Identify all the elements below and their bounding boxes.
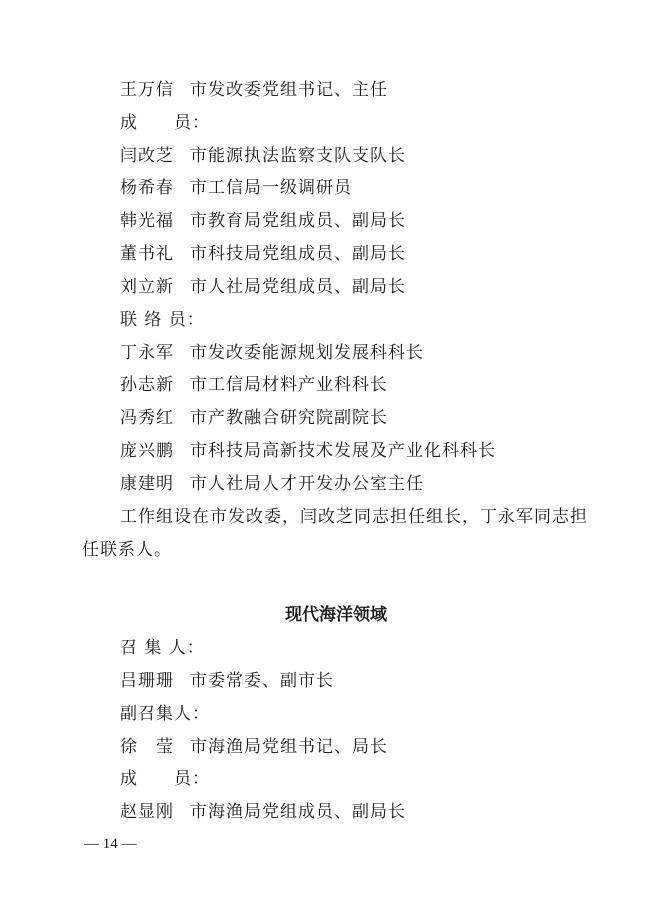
liaison-entry — [120, 471, 424, 497]
members-label: 成 员： — [120, 113, 210, 133]
person-role: 市工信局材料产业科科长 — [190, 375, 388, 395]
person-name: 丁永军 — [120, 343, 174, 363]
section-title: 现代海洋领域 — [285, 605, 387, 625]
person-role: 市人社局党组成员、副局长 — [190, 277, 406, 297]
page-number: — 14 — — [84, 836, 137, 852]
member-entry — [120, 799, 406, 825]
person-name: 韩光福 — [120, 211, 174, 231]
person-name: 庞兴鹏 — [120, 441, 174, 461]
members-label: 成 员： — [120, 769, 210, 789]
person-role: 市海渔局党组书记、局长 — [190, 737, 388, 757]
person-role: 市委常委、副市长 — [190, 671, 334, 691]
person-role: 市产教融合研究院副院长 — [190, 408, 388, 428]
member-entry — [120, 143, 406, 169]
person-role: 市海渔局党组成员、副局长 — [190, 802, 406, 822]
member-entry — [120, 274, 406, 300]
liaison-entry — [120, 405, 388, 431]
deputy-convener-label: 副召集人： — [120, 704, 210, 724]
person-name: 吕珊珊 — [120, 671, 174, 691]
person-name: 董书礼 — [120, 244, 174, 264]
person-role: 市人社局人才开发办公室主任 — [190, 474, 424, 494]
person-name: 徐 莹 — [120, 737, 174, 757]
person-name: 杨希春 — [120, 178, 174, 198]
person-name: 王万信 — [120, 80, 174, 100]
person-name: 冯秀红 — [120, 408, 174, 428]
deputy-convener-entry — [120, 734, 388, 760]
person-role: 市科技局高新技术发展及产业化科科长 — [190, 441, 496, 461]
liaison-entry — [120, 372, 388, 398]
person-name: 孙志新 — [120, 375, 174, 395]
liaison-label: 联 络 员： — [120, 310, 205, 330]
member-entry — [120, 175, 352, 201]
member-entry — [120, 241, 406, 267]
person-role: 市教育局党组成员、副局长 — [190, 211, 406, 231]
convener-label: 召 集 人： — [120, 638, 205, 658]
working-group-note: 工作组设在市发改委，闫改芝同志担任组长，丁永军同志担任联系人。 — [82, 507, 588, 560]
person-role: 市能源执法监察支队支队长 — [190, 146, 406, 166]
person-role: 市工信局一级调研员 — [190, 178, 352, 198]
person-name: 康建明 — [120, 474, 174, 494]
liaison-entry — [120, 438, 496, 464]
member-entry — [120, 208, 406, 234]
head-entry — [120, 77, 388, 103]
person-name: 赵显刚 — [120, 802, 174, 822]
person-name: 刘立新 — [120, 277, 174, 297]
person-name: 闫改芝 — [120, 146, 174, 166]
liaison-entry — [120, 340, 424, 366]
convener-entry — [120, 668, 334, 694]
person-role: 市发改委党组书记、主任 — [190, 80, 388, 100]
person-role: 市科技局党组成员、副局长 — [190, 244, 406, 264]
person-role: 市发改委能源规划发展科科长 — [190, 343, 424, 363]
